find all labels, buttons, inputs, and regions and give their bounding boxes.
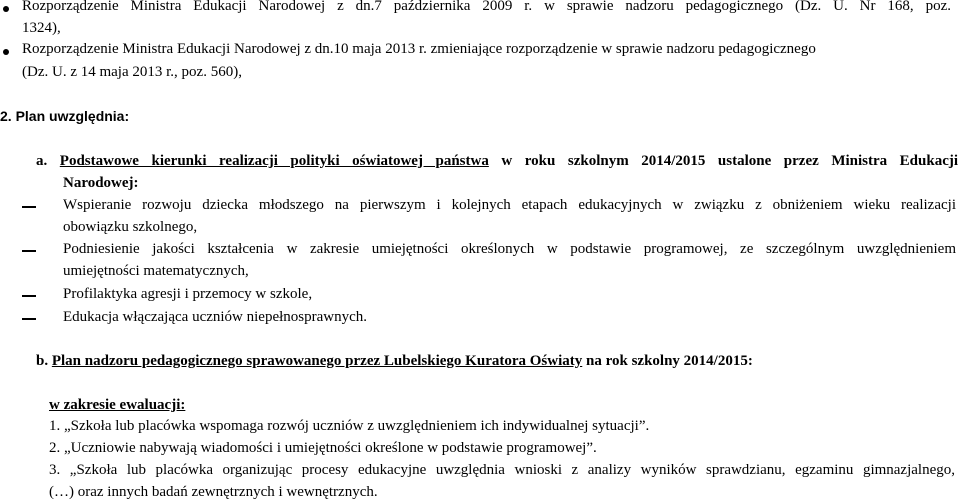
evaluation-item-2: 2. „Uczniowie nabywają wiadomości i umiejętności określone w podstawie programowej”. — [49, 440, 597, 456]
legal-basis-item-2-line1: Rozporządzenie Ministra Edukacji Narodowej z dn.10 maja 2013 r. zmieniające rozporządzenie w sprawie nadzoru pedagogicznego — [22, 41, 816, 57]
goal-item-1-line2: obowiązku szkolnego, — [63, 219, 198, 235]
goal-item-3: Profilaktyka agresji i przemocy w szkole, — [63, 286, 313, 302]
evaluation-heading: w zakresie ewaluacji: — [49, 397, 186, 413]
section-b-title-rest: na rok szkolny 2014/2015: — [582, 353, 753, 369]
section-b-marker: b. — [36, 353, 49, 369]
section-2-heading: 2. Plan uwzględnia: — [0, 108, 130, 124]
section-a-title-line2: Narodowej: — [63, 175, 139, 191]
goal-item-2-line1: Podniesienie jakości kształcenia w zakresie umiejętności określonych w podstawie programowej, ze szczególnym uwzględnieniem — [63, 241, 956, 257]
dash-icon — [22, 206, 36, 208]
dash-icon — [22, 318, 36, 320]
section-a-title-underlined: Podstawowe kierunki realizacji polityki oświatowej państwa — [59, 153, 489, 169]
section-a-title-rest: w roku szkolnym 2014/2015 ustalone przez Ministra Edukacji — [488, 153, 958, 169]
evaluation-item-1: 1. „Szkoła lub placówka wspomaga rozwój uczniów z uwzględnieniem ich indywidualnej sytuacji”. — [49, 418, 650, 434]
goal-item-1-line1: Wspieranie rozwoju dziecka młodszego na pierwszym i kolejnych etapach edukacyjnych w związku z obniżeniem wieku realizacji — [63, 197, 956, 213]
evaluation-item-3-line1: 3. „Szkoła lub placówka organizując procesy edukacyjne uwzględnia wnioski z analizy wyników sprawdzianu, egzaminu gimnazjalnego, — [49, 462, 955, 478]
bullet-icon — [3, 49, 9, 55]
legal-basis-item-1-line2: 1324), — [22, 20, 61, 36]
goal-item-4: Edukacja włączająca uczniów niepełnosprawnych. — [63, 309, 368, 325]
section-a-title — [36, 153, 958, 175]
section-b-title — [36, 353, 753, 370]
section-a-marker: a. — [36, 153, 48, 169]
evaluation-item-3-line2: (…) oraz innych badań zewnętrznych i wewnętrznych. — [49, 484, 378, 500]
legal-basis-item-1-line1: Rozporządzenie Ministra Edukacji Narodowej z dn.7 października 2009 r. w sprawie nadzoru pedagogicznego (Dz. U. Nr 168, poz. — [22, 0, 951, 14]
bullet-icon — [3, 6, 9, 12]
dash-icon — [22, 250, 36, 252]
goal-item-2-line2: umiejętności matematycznych, — [63, 263, 249, 279]
legal-basis-item-2-line2: (Dz. U. z 14 maja 2013 r., poz. 560), — [22, 64, 242, 80]
section-b-title-underlined: Plan nadzoru pedagogicznego sprawowanego przez Lubelskiego Kuratora Oświaty — [51, 353, 583, 369]
dash-icon — [22, 295, 36, 297]
